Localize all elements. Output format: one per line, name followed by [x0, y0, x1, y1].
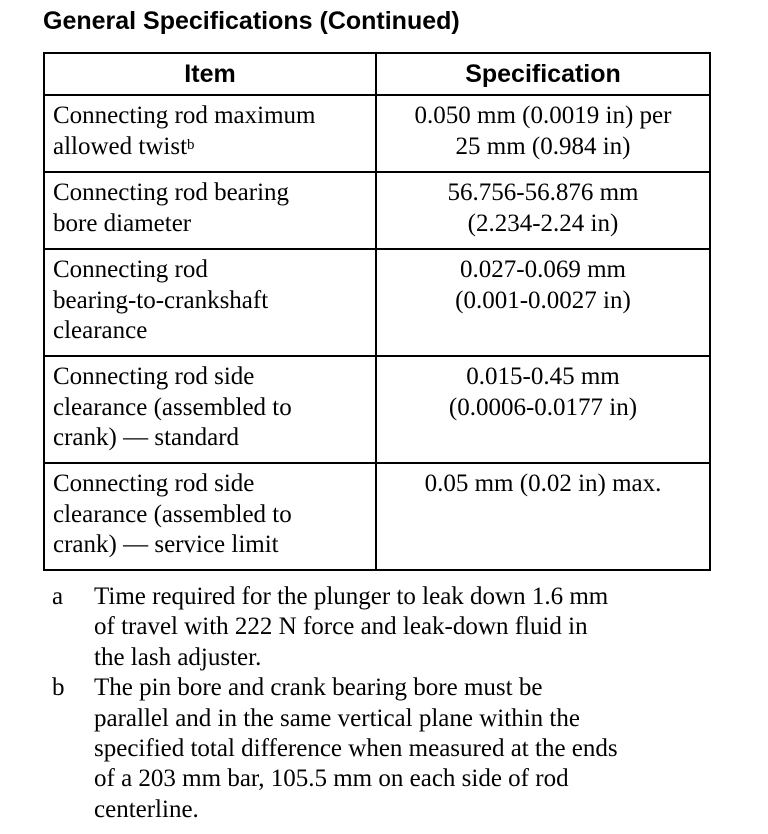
item-line: crank) — service limit — [53, 531, 279, 558]
item-line: crank) — standard — [53, 424, 240, 451]
item-cell — [44, 356, 376, 463]
spec-cell — [376, 172, 710, 249]
footnote-line: Time required for the plunger to leak down 1.6 mm — [94, 583, 609, 610]
spec-line: 0.05 mm (0.02 in) max. — [424, 470, 662, 497]
footnote-b — [52, 673, 752, 825]
item-line: clearance (assembled to — [53, 393, 292, 421]
table-row — [44, 463, 710, 570]
spec-cell — [376, 356, 710, 463]
spec-line: 0.027-0.069 mm — [460, 256, 626, 283]
footnote-line: specified total difference when measured at the ends — [94, 735, 618, 763]
item-line: bearing-to-crankshaft — [53, 286, 269, 314]
item-line — [53, 132, 367, 163]
table-row — [44, 249, 710, 356]
table-row — [44, 356, 710, 463]
page-title: General Specifications (Continued) — [43, 7, 460, 35]
item-line: Connecting rod maximum — [53, 102, 316, 129]
spec-line: (2.234-2.24 in) — [467, 209, 619, 237]
spec-line: 25 mm (0.984 in) — [455, 132, 631, 160]
item-line: Connecting rod — [53, 256, 208, 283]
specifications-table — [43, 52, 711, 571]
item-line-text: allowed twist — [53, 132, 188, 160]
spec-line: 56.756-56.876 mm — [447, 179, 639, 206]
table-header-row — [44, 53, 710, 95]
item-cell — [44, 249, 376, 356]
table-row — [44, 172, 710, 249]
footnote-letter: a — [52, 583, 64, 610]
spec-cell — [376, 249, 710, 356]
spec-line: (0.0006-0.0177 in) — [448, 393, 638, 421]
spec-cell — [376, 95, 710, 172]
item-cell — [44, 95, 376, 172]
footnotes — [52, 582, 752, 825]
item-line: clearance (assembled to — [53, 500, 292, 528]
item-cell — [44, 172, 376, 249]
footnote-marker: b — [187, 136, 195, 153]
item-cell — [44, 463, 376, 570]
footnote-letter: b — [52, 674, 65, 702]
footnote-a — [52, 582, 752, 673]
column-header-item: Item — [44, 53, 376, 95]
footnote-line: parallel and in the same vertical plane within the — [94, 704, 580, 732]
item-line: bore diameter — [53, 209, 192, 237]
table-row — [44, 95, 710, 172]
spec-line: 0.050 mm (0.0019 in) per — [414, 102, 672, 129]
footnote-line: of travel with 222 N force and leak-down fluid in — [94, 613, 588, 641]
footnote-line: of a 203 mm bar, 105.5 mm on each side of rod — [94, 765, 569, 793]
footnote-line: The pin bore and crank bearing bore must be — [94, 674, 543, 702]
footnote-line: the lash adjuster. — [94, 643, 262, 671]
spec-line: 0.015-0.45 mm — [466, 363, 620, 390]
footnote-line: centerline. — [94, 795, 199, 823]
item-line: Connecting rod side — [53, 363, 255, 390]
item-line: clearance — [53, 317, 148, 344]
item-line: Connecting rod bearing — [53, 179, 290, 206]
spec-line: (0.001-0.0027 in) — [455, 286, 631, 314]
column-header-specification: Specification — [376, 53, 710, 95]
spec-cell — [376, 463, 710, 570]
item-line: Connecting rod side — [53, 470, 255, 497]
